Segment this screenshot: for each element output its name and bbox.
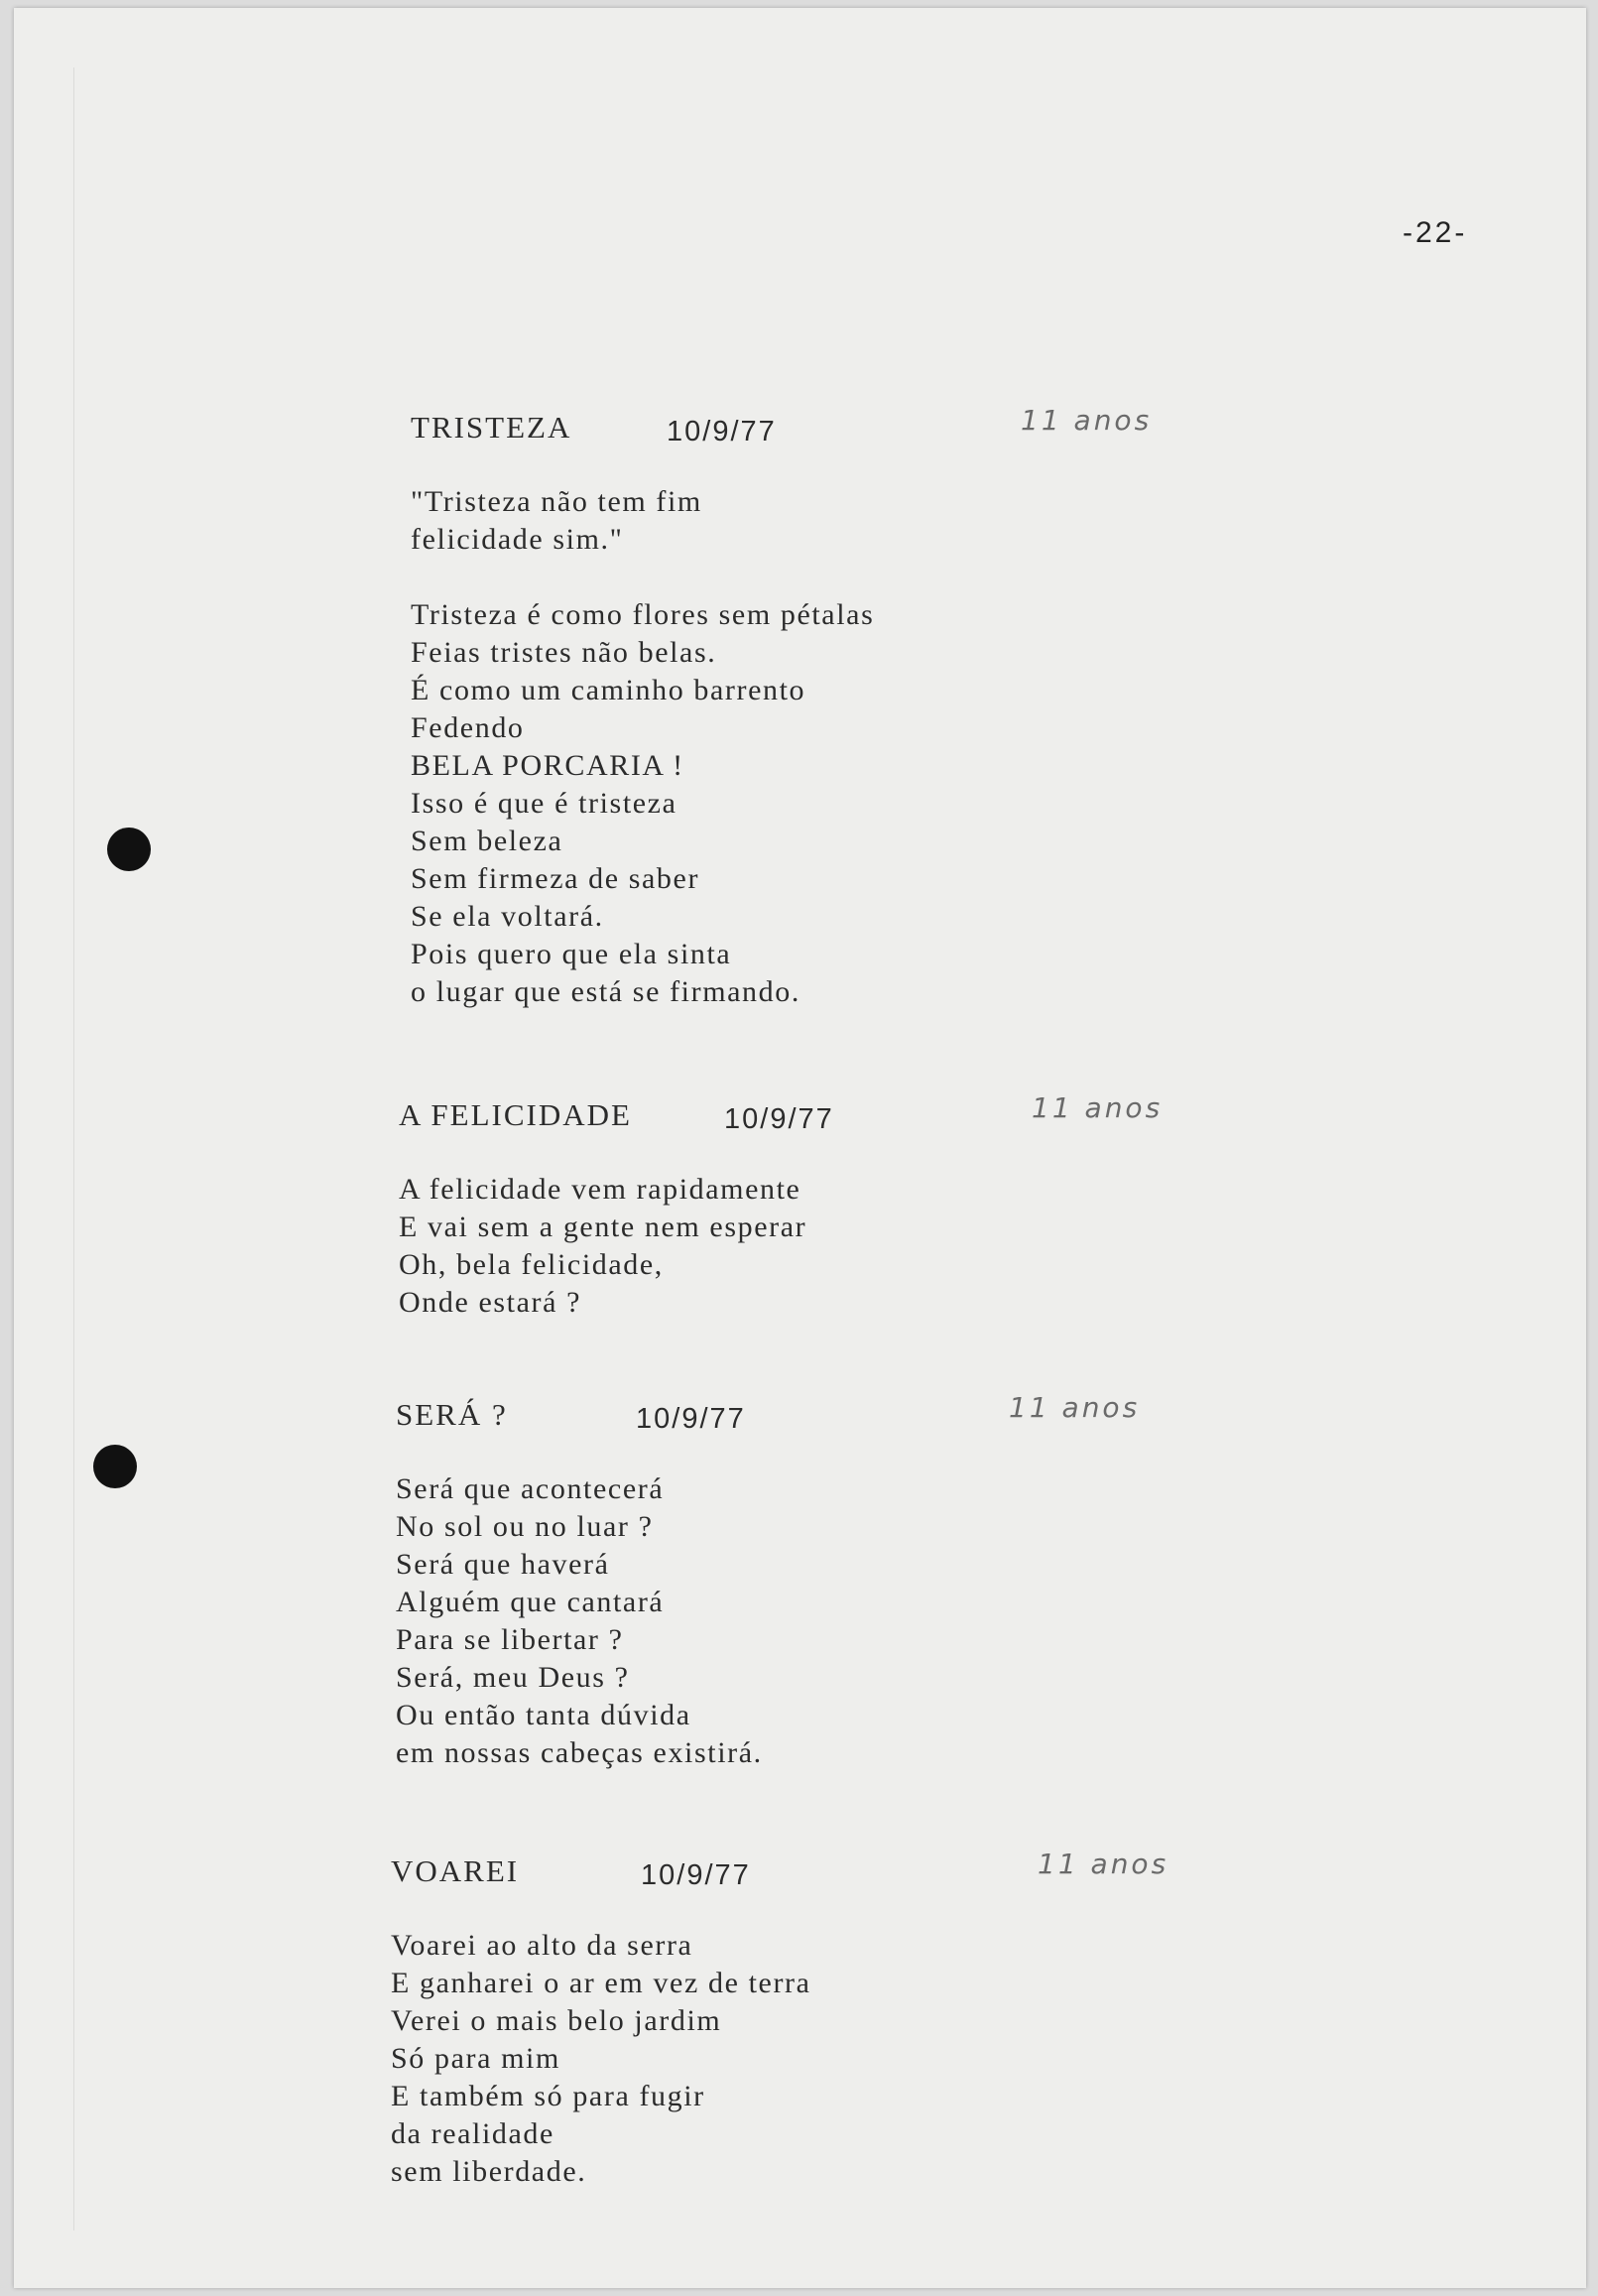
handwritten-age-note: 11 anos: [1009, 1391, 1141, 1424]
stanza-break: [411, 559, 1598, 596]
poem-verses: [396, 1470, 1586, 1772]
poem-verses: [399, 1171, 1589, 1322]
poem-date: 10/9/77: [636, 1403, 746, 1435]
poem-sera: [396, 1391, 1586, 1772]
verse-line: Ou então tanta dúvida: [396, 1699, 691, 1731]
verse-line: felicidade sim.": [411, 523, 624, 556]
poem-a-felicidade: [399, 1091, 1589, 1322]
punch-hole: [107, 828, 151, 871]
verse-line: Alguém que cantará: [396, 1586, 665, 1618]
verse-line: Pois quero que ela sinta: [411, 938, 732, 970]
handwritten-age-note: 11 anos: [1021, 404, 1153, 437]
verse-line: E ganharei o ar em vez de terra: [391, 1967, 811, 1999]
verse-line: "Tristeza não tem fim: [411, 485, 702, 518]
verse-line: Sem beleza: [411, 825, 563, 857]
verse-line: BELA PORCARIA !: [411, 749, 684, 782]
document-page: [14, 8, 1586, 2288]
verse-line: Fedendo: [411, 711, 525, 744]
poem-date: 10/9/77: [724, 1103, 834, 1135]
poem-header: [391, 1848, 1581, 1899]
verse-line: sem liberdade.: [391, 2155, 587, 2188]
verse-line: Só para mim: [391, 2042, 560, 2075]
verse-line: Será que haverá: [396, 1548, 610, 1581]
verse-line: Será que acontecerá: [396, 1472, 665, 1505]
verse-line: em nossas cabeças existirá.: [396, 1736, 763, 1769]
verse-line: Será, meu Deus ?: [396, 1661, 630, 1694]
poem-title: SERÁ ?: [396, 1397, 508, 1432]
page-number: -22-: [1403, 216, 1468, 249]
poem-header: [399, 1091, 1589, 1143]
verse-line: Para se libertar ?: [396, 1623, 624, 1656]
poem-verses: [391, 1927, 1581, 2191]
verse-line: Sem firmeza de saber: [411, 862, 700, 895]
margin-rule: [73, 67, 74, 2231]
poem-header: [396, 1391, 1586, 1443]
verse-line: Onde estará ?: [399, 1286, 582, 1319]
poem-tristeza: [411, 404, 1598, 1011]
poem-date: 10/9/77: [641, 1859, 751, 1891]
poem-title: VOAREI: [391, 1853, 520, 1888]
verse-line: Oh, bela felicidade,: [399, 1248, 664, 1281]
verse-line: Verei o mais belo jardim: [391, 2004, 722, 2037]
verse-line: No sol ou no luar ?: [396, 1510, 654, 1543]
poem-date: 10/9/77: [667, 416, 777, 447]
poem-title: TRISTEZA: [411, 410, 572, 445]
verse-line: Isso é que é tristeza: [411, 787, 677, 820]
poem-title: A FELICIDADE: [399, 1097, 632, 1132]
punch-hole: [93, 1445, 137, 1488]
handwritten-age-note: 11 anos: [1038, 1848, 1169, 1880]
poem-voarei: [391, 1848, 1581, 2191]
verse-line: A felicidade vem rapidamente: [399, 1173, 801, 1206]
verse-line: Voarei ao alto da serra: [391, 1929, 693, 1962]
verse-line: Se ela voltará.: [411, 900, 604, 933]
verse-line: o lugar que está se firmando.: [411, 975, 800, 1008]
verse-line: É como um caminho barrento: [411, 674, 806, 706]
poem-verses: [411, 483, 1598, 1011]
verse-line: Feias tristes não belas.: [411, 636, 717, 669]
poem-header: [411, 404, 1598, 455]
verse-line: E vai sem a gente nem esperar: [399, 1211, 807, 1243]
verse-line: Tristeza é como flores sem pétalas: [411, 598, 875, 631]
verse-line: da realidade: [391, 2117, 554, 2150]
verse-line: E também só para fugir: [391, 2080, 705, 2112]
handwritten-age-note: 11 anos: [1032, 1091, 1164, 1124]
